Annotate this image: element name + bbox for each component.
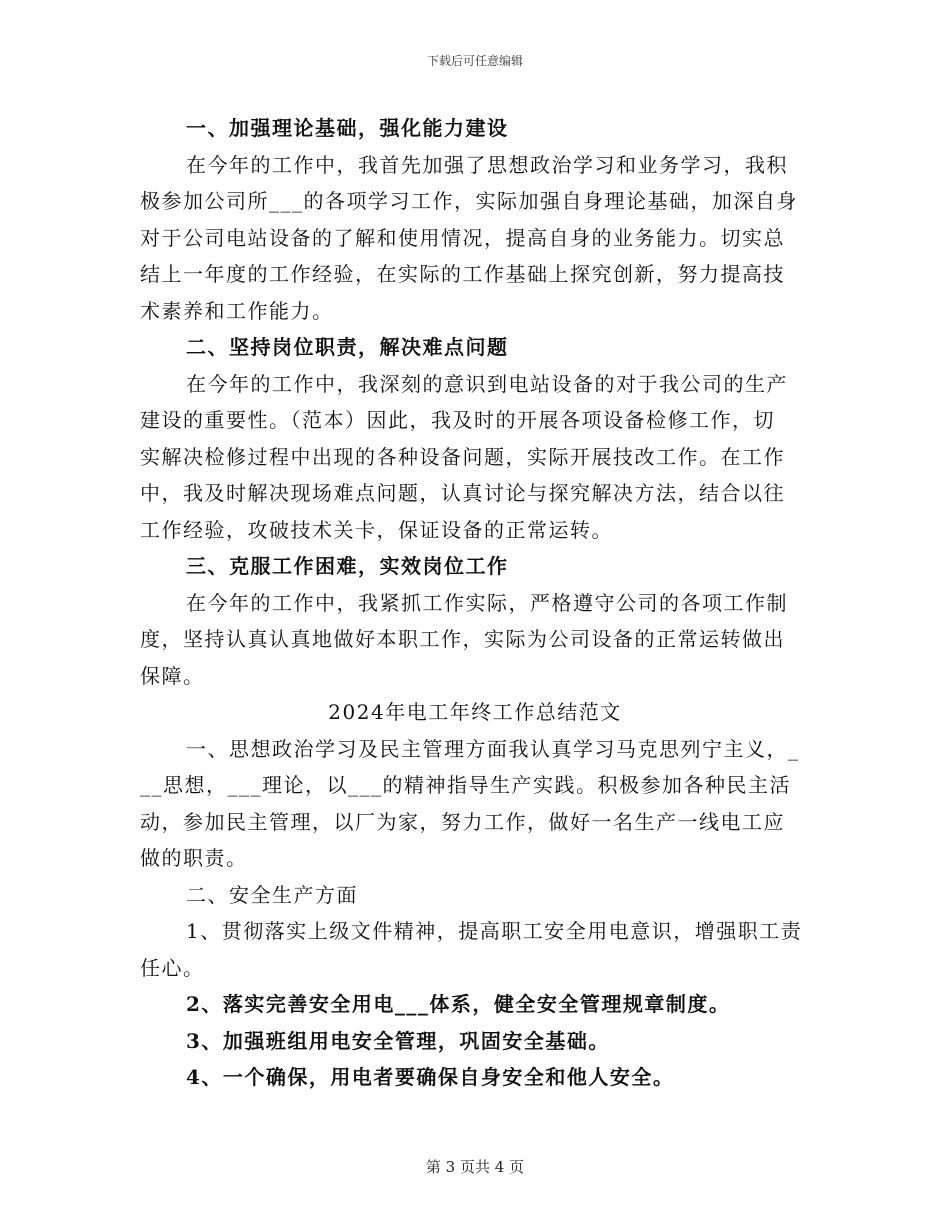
paragraph-line: 保障。 bbox=[140, 663, 205, 688]
list-item: 3、加强班组用电安全管理，巩固安全基础。 bbox=[186, 1028, 610, 1053]
paragraph-line: 工作经验，攻破技术关卡，保证设备的正常运转。 bbox=[140, 517, 613, 542]
paragraph-line: 度，坚持认真认真地做好本职工作，实际为公司设备的正常运转做出 bbox=[140, 627, 785, 651]
paragraph-line: 术素养和工作能力。 bbox=[140, 298, 334, 323]
paragraph-line: 在今年的工作中，我深刻的意识到电站设备的对于我公司的生产 bbox=[186, 371, 788, 396]
paragraph-line: 任心。 bbox=[140, 955, 205, 980]
section-heading: 二、安全生产方面 bbox=[186, 882, 358, 907]
list-item: 2、落实完善安全用电___体系，健全安全管理规章制度。 bbox=[186, 992, 731, 1016]
section-heading: 三、克服工作困难，实效岗位工作 bbox=[186, 554, 509, 578]
section-heading: 一、加强理论基础，强化能力建设 bbox=[186, 116, 509, 140]
paragraph-line: 一、思想政治学习及民主管理方面我认真学习马克思列宁主义，_ bbox=[186, 736, 800, 761]
list-item: 4、一个确保，用电者要确保自身安全和他人安全。 bbox=[186, 1065, 675, 1089]
document-body bbox=[140, 110, 810, 1096]
paragraph-line: 在今年的工作中，我紧抓工作实际，严格遵守公司的各项工作制 bbox=[186, 590, 788, 615]
paragraph-line: 实解决检修过程中出现的各种设备问题，实际开展技改工作。在工作 bbox=[140, 444, 785, 469]
page-header: 下载后可任意编辑 bbox=[426, 54, 523, 68]
paragraph-line: 做的职责。 bbox=[140, 846, 248, 870]
paragraph-line: 结上一年度的工作经验，在实际的工作基础上探究创新，努力提高技 bbox=[140, 262, 785, 286]
page-footer: 第 3 页共 4 页 bbox=[425, 1158, 525, 1176]
paragraph-line: __思想，___理论，以___的精神指导生产实践。积极参加各种民主活 bbox=[140, 773, 791, 797]
paragraph-line: 对于公司电站设备的了解和使用情况，提高自身的业务能力。切实总 bbox=[140, 225, 785, 250]
paragraph-line: 1、贯彻落实上级文件精神，提高职工安全用电意识，增强职工责 bbox=[186, 919, 803, 943]
paragraph-line: 在今年的工作中，我首先加强了思想政治学习和业务学习，我积 bbox=[186, 152, 788, 177]
document-title: 2024年电工年终工作总结范文 bbox=[328, 700, 622, 724]
paragraph-line: 极参加公司所___的各项学习工作，实际加强自身理论基础，加深自身 bbox=[140, 189, 798, 213]
paragraph-line: 中，我及时解决现场难点问题，认真讨论与探究解决方法，结合以往 bbox=[140, 481, 785, 505]
paragraph-line: 动，参加民主管理，以厂为家，努力工作，做好一名生产一线电工应 bbox=[140, 809, 785, 834]
section-heading: 二、坚持岗位职责，解决难点问题 bbox=[186, 335, 509, 359]
paragraph-line: 建设的重要性。（范本）因此，我及时的开展各项设备检修工作，切 bbox=[140, 408, 775, 432]
